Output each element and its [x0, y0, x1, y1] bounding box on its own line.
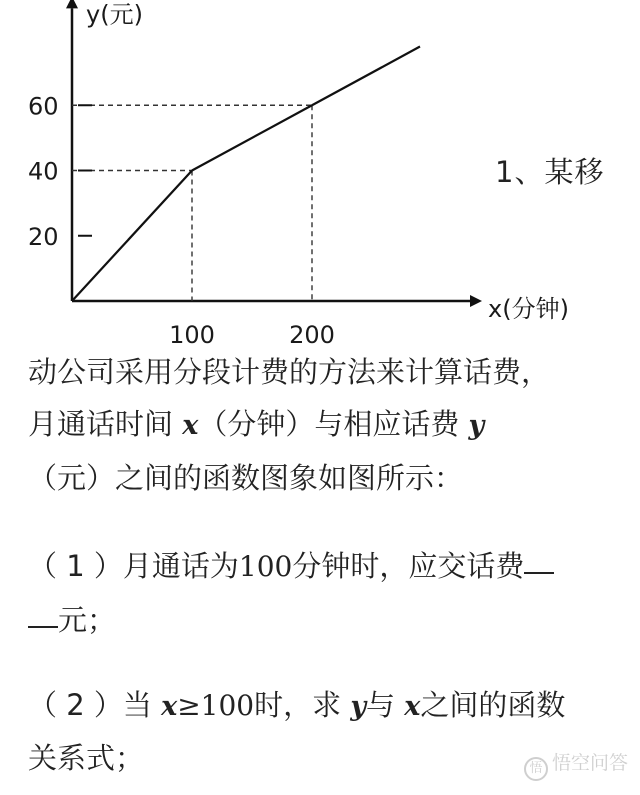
series-lines — [72, 47, 420, 301]
question-1-end-text: 元； — [58, 603, 117, 637]
problem-line-3: （元）之间的函数图象如图所示： — [28, 461, 464, 495]
answer-blank-start — [524, 571, 554, 574]
watermark — [524, 748, 628, 781]
question-1-a: （ 1 ）月通话为 — [28, 549, 239, 583]
problem-line-2-a: 月通话时间 — [28, 407, 183, 441]
reference-lines — [72, 105, 312, 301]
inequality: ≥100 — [177, 689, 255, 722]
y-tick-label-20: 20 — [28, 222, 59, 251]
question-2-a: （ 2 ）当 — [28, 688, 162, 722]
problem-line-2 — [28, 404, 484, 446]
question-2-c: 与 — [366, 688, 405, 722]
question-2 — [28, 685, 565, 727]
question-number-text: 1、某移 — [495, 155, 605, 189]
watermark-text: 悟空问答 — [551, 752, 628, 774]
y-axis-arrow-icon — [66, 0, 78, 8]
x-tick-label-100: 100 — [169, 321, 215, 349]
question-2-end: 关系式； — [28, 741, 145, 775]
problem-line-2-b: （分钟）与相应话费 — [198, 407, 469, 441]
variable-y: y — [350, 691, 367, 722]
axis-ticks — [28, 92, 335, 349]
variable-x: x — [182, 410, 199, 441]
answer-blank-end — [28, 625, 58, 628]
x-tick-label-200: 200 — [289, 321, 335, 349]
x-axis-arrow-icon — [470, 295, 482, 307]
question-1 — [28, 546, 554, 587]
question-2-d: 之间的函数 — [420, 688, 566, 722]
series-0-segment-1 — [192, 105, 312, 170]
y-tick-label-40: 40 — [28, 157, 59, 186]
variable-y: y — [468, 410, 485, 441]
variable-x: x — [161, 691, 178, 722]
y-tick-label-60: 60 — [28, 92, 59, 121]
variable-x: x — [404, 691, 421, 722]
watermark-logo-icon: 悟 — [524, 757, 548, 781]
problem-line-1: 动公司采用分段计费的方法来计算话费， — [28, 355, 551, 389]
question-1-end — [28, 600, 116, 640]
question-1-b: 分钟时，应交话费 — [292, 549, 525, 583]
y-axis-label: y(元) — [86, 0, 143, 29]
question-1-number: 100 — [238, 550, 293, 583]
question-2-b: 时，求 — [254, 688, 351, 722]
x-axis-label: x(分钟) — [488, 295, 569, 323]
series-0-segment-2 — [312, 47, 420, 106]
